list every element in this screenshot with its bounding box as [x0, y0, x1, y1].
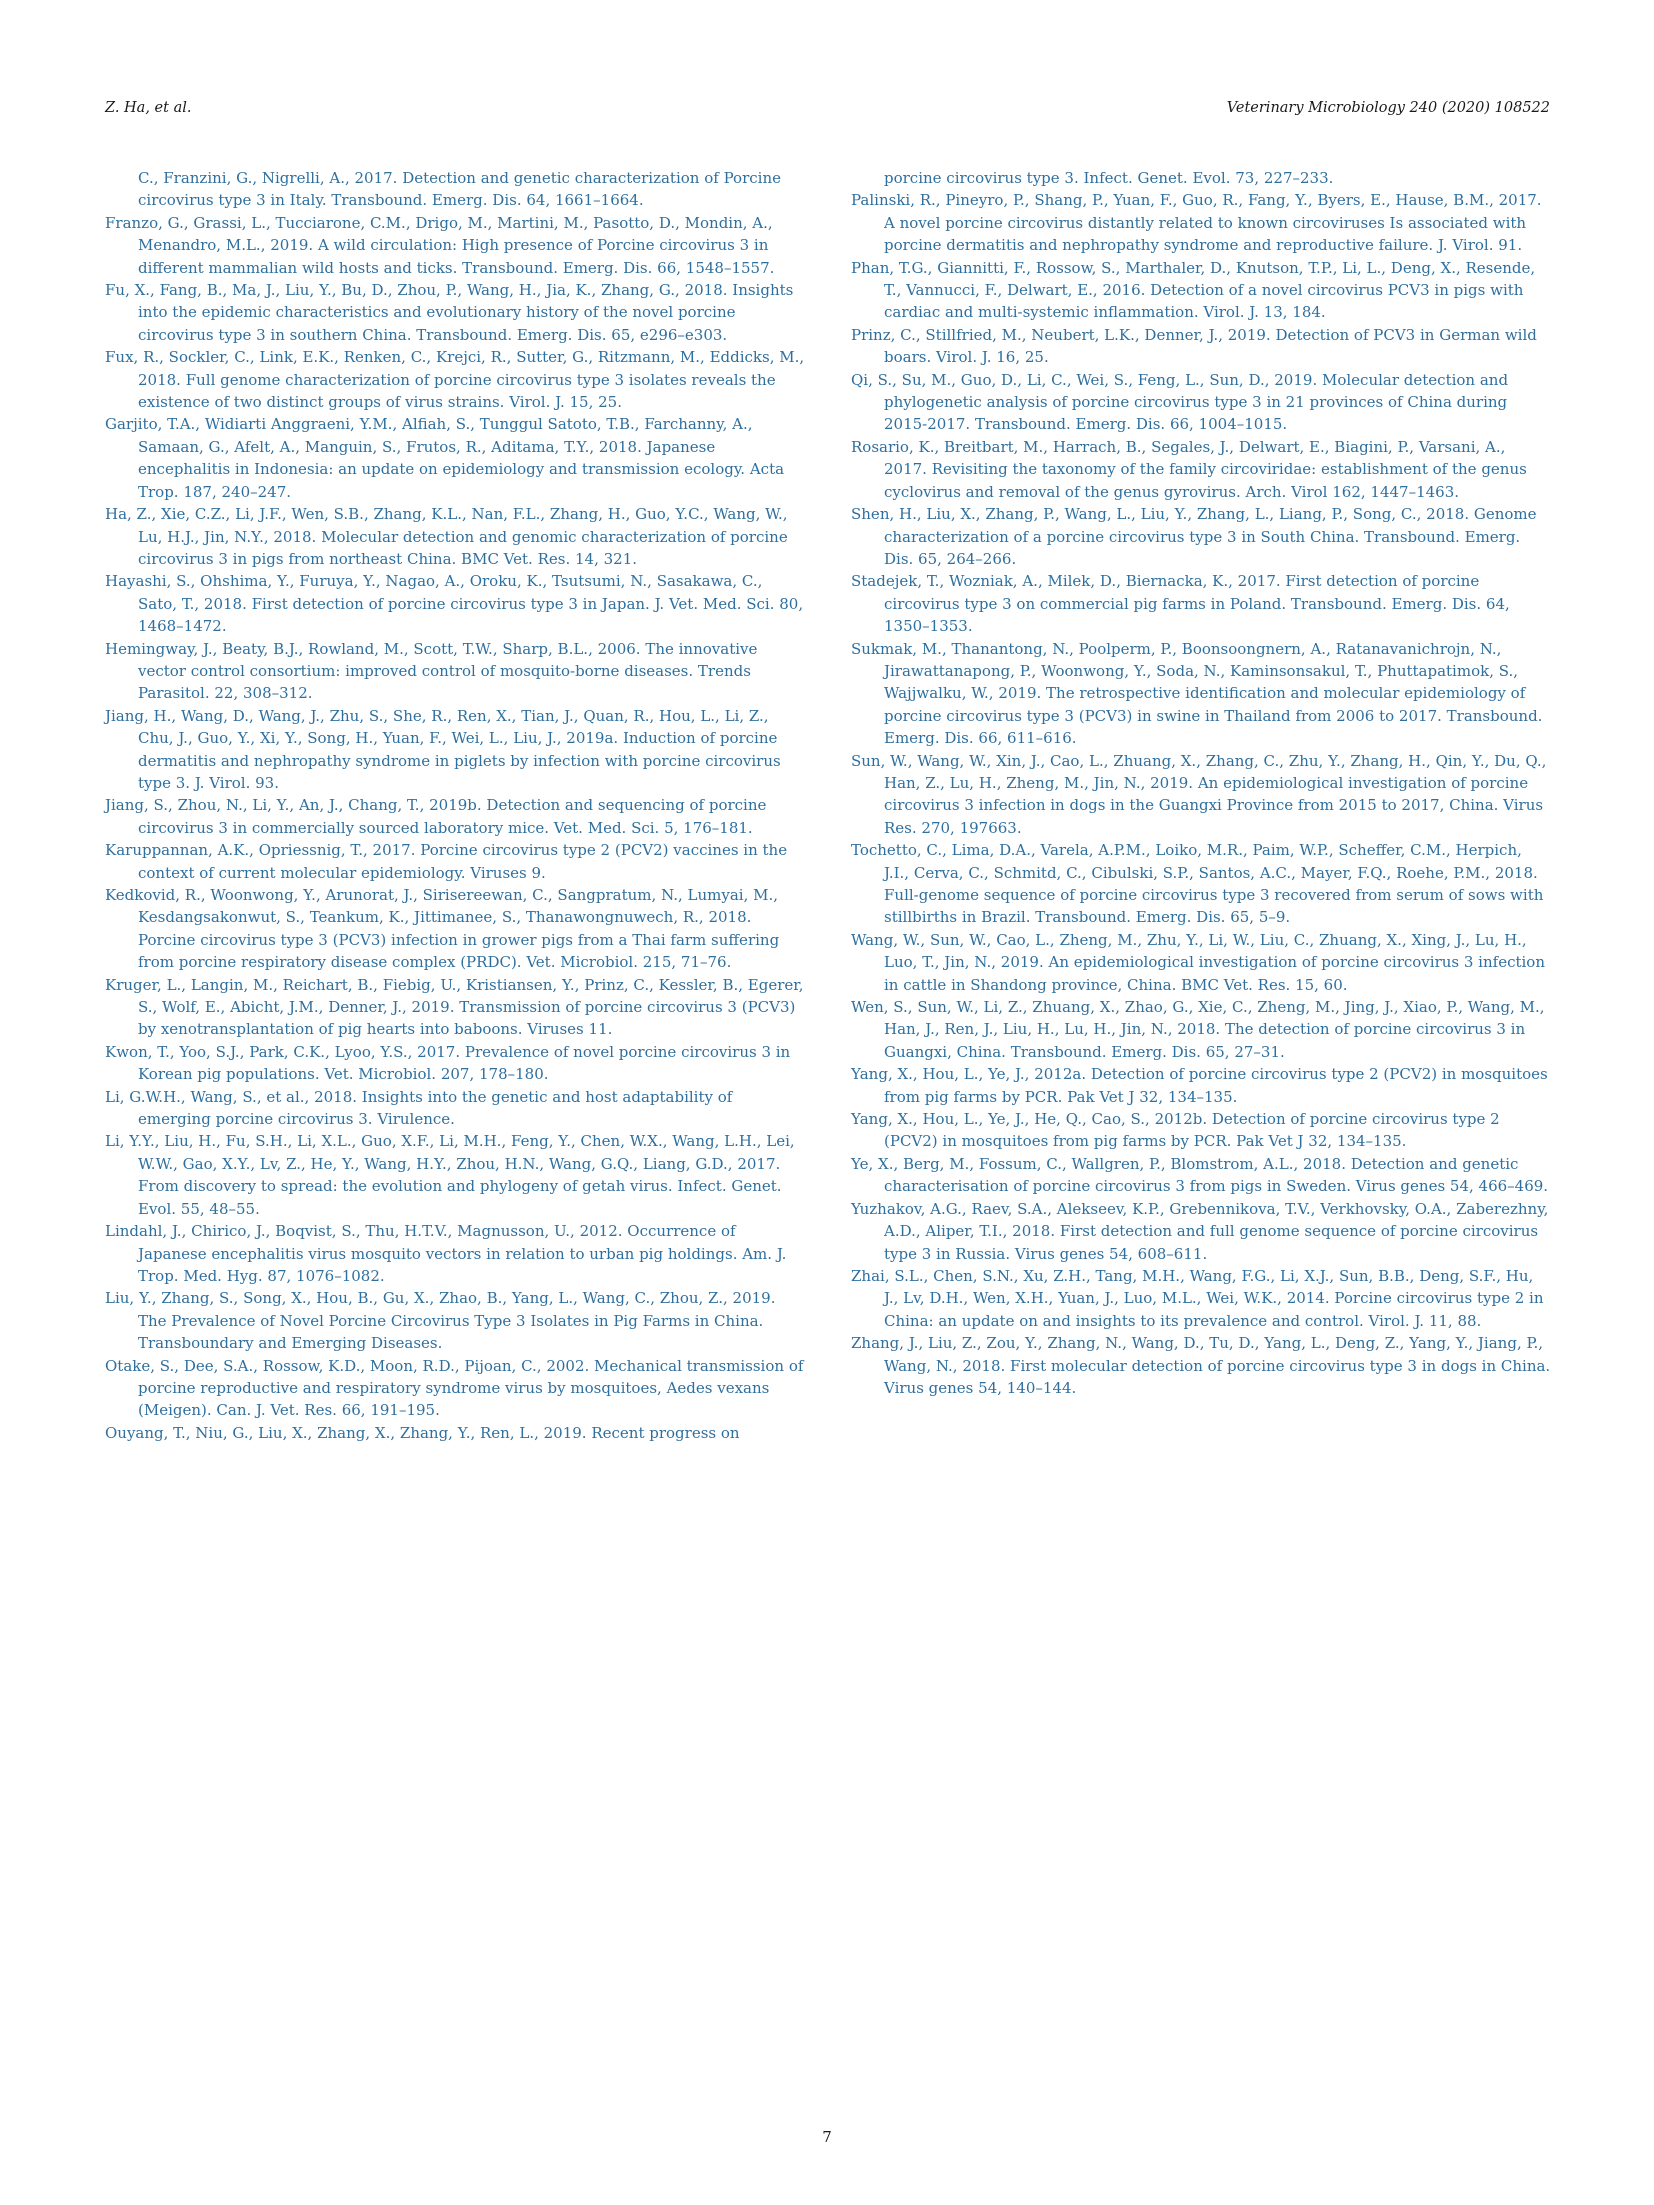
reference-entry[interactable]: Kedkovid, R., Woonwong, Y., Arunorat, J., Sirisereewan, C., Sangpratum, N., Lumyai, M., Kesdangsakonwut, S., Teankum, K., Jittimanee, S., Thanawongnuwech, R., 2018. Porcine circovirus type 3 (PCV3) infection in grower pigs from a Thai farm suffering from porcine respiratory disease complex (PRDC). Vet. Microbiol. 215, 71–76. — [105, 886, 780, 972]
page-number: 7 — [822, 2128, 832, 2146]
reference-entry[interactable]: Karuppannan, A.K., Opriessnig, T., 2017. Porcine circovirus type 2 (PCV2) vaccines in the context of current molecular epidemiology. Viruses 9. — [105, 841, 788, 882]
reference-entry[interactable]: porcine circovirus type 3. Infect. Genet. Evol. 73, 227–233. — [884, 169, 1334, 187]
reference-entry[interactable]: Kwon, T., Yoo, S.J., Park, C.K., Lyoo, Y.S., 2017. Prevalence of novel porcine circovirus 3 in Korean pig populations. Vet. Microbiol. 207, 178–180. — [105, 1042, 791, 1084]
reference-entry[interactable]: Lindahl, J., Chirico, J., Boqvist, S., Thu, H.T.V., Magnusson, U., 2012. Occurrence of Japanese encephalitis virus mosquito vectors in relation to urban pig holdings. Am. J. Trop. Med. Hyg. 87, 1076–1082. — [105, 1222, 787, 1285]
reference-entry[interactable]: Ye, X., Berg, M., Fossum, C., Wallgren, P., Blomstrom, A.L., 2018. Detection and genetic characterisation of porcine circovirus 3 from pigs in Sweden. Virus genes 54, 466–469. — [851, 1154, 1549, 1196]
reference-entry[interactable]: Jiang, S., Zhou, N., Li, Y., An, J., Chang, T., 2019b. Detection and sequencing of porcine circovirus 3 in commercially sourced laboratory mice. Vet. Med. Sci. 5, 176–181. — [105, 796, 767, 837]
reference-entry[interactable]: Franzo, G., Grassi, L., Tucciarone, C.M., Drigo, M., Martini, M., Pasotto, D., Mondin, A., Menandro, M.L., 2019. A wild circulation: High presence of Porcine circovirus 3 in different mammalian wild hosts and ticks. Transbound. Emerg. Dis. 66, 1548–1557. — [105, 213, 775, 277]
reference-entry[interactable]: Li, G.W.H., Wang, S., et al., 2018. Insights into the genetic and host adaptability of emerging porcine circovirus 3. Virulence. — [105, 1087, 733, 1129]
header-journal: Veterinary Microbiology 240 (2020) 108522 — [1226, 100, 1550, 116]
reference-entry[interactable]: Fux, R., Sockler, C., Link, E.K., Renken, C., Krejci, R., Sutter, G., Ritzmann, M., Eddicks, M., 2018. Full genome characterization of porcine circovirus type 3 isolates reveals the existence of two distinct groups of virus strains. Virol. J. 15, 25. — [105, 348, 805, 412]
reference-entry[interactable]: Kruger, L., Langin, M., Reichart, B., Fiebig, U., Kristiansen, Y., Prinz, C., Kessler, B., Egerer, S., Wolf, E., Abicht, J.M., Denner, J., 2019. Transmission of porcine circovirus 3 (PCV3) by xenotransplantation of pig hearts into baboons. Viruses 11. — [105, 975, 804, 1039]
reference-entry[interactable]: Rosario, K., Breitbart, M., Harrach, B., Segales, J., Delwart, E., Biagini, P., Varsani, A., 2017. Revisiting the taxonomy of the family circoviridae: establishment of the genus cyclovirus and removal of the genus gyrovirus. Arch. Virol 162, 1447–1463. — [851, 437, 1527, 501]
reference-entry[interactable]: Yang, X., Hou, L., Ye, J., He, Q., Cao, S., 2012b. Detection of porcine circovirus type 2 (PCV2) in mosquitoes from pig farms by PCR. Pak Vet J 32, 134–135. — [851, 1110, 1500, 1151]
reference-entry[interactable]: Stadejek, T., Wozniak, A., Milek, D., Biernacka, K., 2017. First detection of porcine circovirus type 3 on commercial pig farms in Poland. Transbound. Emerg. Dis. 64, 1350–1353. — [851, 572, 1510, 636]
reference-entry[interactable]: Sukmak, M., Thanantong, N., Poolperm, P., Boonsoongnern, A., Ratanavanichrojn, N., Jirawattanapong, P., Woonwong, Y., Soda, N., Kaminsonsakul, T., Phuttapatimok, S., Wajjwalku, W., 2019. The retrospective identification and molecular epidemiology of porcine circovirus type 3 (PCV3) in swine in Thailand from 2006 to 2017. Transbound. Emerg. Dis. 66, 611–616. — [851, 639, 1543, 748]
running-header — [105, 100, 1550, 124]
reference-entry[interactable]: Ha, Z., Xie, C.Z., Li, J.F., Wen, S.B., Zhang, K.L., Nan, F.L., Zhang, H., Guo, Y.C., Wang, W., Lu, H.J., Jin, N.Y., 2018. Molecular detection and genomic characterization of porcine circovirus 3 in pigs from northeast China. BMC Vet. Res. 14, 321. — [105, 505, 788, 568]
reference-entry[interactable]: C., Franzini, G., Nigrelli, A., 2017. Detection and genetic characterization of Porcine circovirus type 3 in Italy. Transbound. Emerg. Dis. 64, 1661–1664. — [138, 169, 781, 210]
reference-entry[interactable]: Garjito, T.A., Widiarti Anggraeni, Y.M., Alfiah, S., Tunggul Satoto, T.B., Farchanny, A., Samaan, G., Afelt, A., Manguin, S., Frutos, R., Aditama, T.Y., 2018. Japanese encephalitis in Indonesia: an update on epidemiology and transmission ecology. Acta Trop. 187, 240–247. — [105, 415, 785, 501]
reference-entry[interactable]: Yang, X., Hou, L., Ye, J., 2012a. Detection of porcine circovirus type 2 (PCV2) in mosquitoes from pig farms by PCR. Pak Vet J 32, 134–135. — [851, 1065, 1548, 1106]
reference-entry[interactable]: Liu, Y., Zhang, S., Song, X., Hou, B., Gu, X., Zhao, B., Yang, L., Wang, C., Zhou, Z., 2019. The Prevalence of Novel Porcine Circovirus Type 3 Isolates in Pig Farms in China. Transboundary and Emerging Diseases. — [105, 1289, 776, 1353]
reference-entry[interactable]: Zhang, J., Liu, Z., Zou, Y., Zhang, N., Wang, D., Tu, D., Yang, L., Deng, Z., Yang, Y., Jiang, P., Wang, N., 2018. First molecular detection of porcine circovirus type 3 in dogs in China. Virus genes 54, 140–144. — [851, 1334, 1551, 1397]
reference-entry[interactable]: Sun, W., Wang, W., Xin, J., Cao, L., Zhuang, X., Zhang, C., Zhu, Y., Zhang, H., Qin, Y., Du, Q., Han, Z., Lu, H., Zheng, M., Jin, N., 2019. An epidemiological investigation of porcine circovirus 3 infection in dogs in the Guangxi Province from 2015 to 2017, China. Virus Res. 270, 197663. — [851, 751, 1547, 837]
reference-entry[interactable]: Phan, T.G., Giannitti, F., Rossow, S., Marthaler, D., Knutson, T.P., Li, L., Deng, X., Resende, T., Vannucci, F., Delwart, E., 2016. Detection of a novel circovirus PCV3 in pigs with cardiac and multi-systemic inflammation. Virol. J. 13, 184. — [851, 258, 1536, 322]
reference-entry[interactable]: Li, Y.Y., Liu, H., Fu, S.H., Li, X.L., Guo, X.F., Li, M.H., Feng, Y., Chen, W.X., Wang, L.H., Lei, W.W., Gao, X.Y., Lv, Z., He, Y., Wang, H.Y., Zhou, H.N., Wang, G.Q., Liang, G.D., 2017. From discovery to spread: the evolution and phylogeny of getah virus. Infect. Genet. Evol. 55, 48–55. — [105, 1132, 795, 1218]
reference-entry[interactable]: Wang, W., Sun, W., Cao, L., Zheng, M., Zhu, Y., Li, W., Liu, C., Zhuang, X., Xing, J., Lu, H., Luo, T., Jin, N., 2019. An epidemiological investigation of porcine circovirus 3 infection in cattle in Shandong province, China. BMC Vet. Res. 15, 60. — [851, 930, 1545, 994]
references-right-column — [851, 167, 1551, 1399]
reference-entry[interactable]: Wen, S., Sun, W., Li, Z., Zhuang, X., Zhao, G., Xie, C., Zheng, M., Jing, J., Xiao, P., Wang, M., Han, J., Ren, J., Liu, H., Lu, H., Jin, N., 2018. The detection of porcine circovirus 3 in Guangxi, China. Transbound. Emerg. Dis. 65, 27–31. — [851, 998, 1545, 1061]
reference-entry[interactable]: Prinz, C., Stillfried, M., Neubert, L.K., Denner, J., 2019. Detection of PCV3 in German wild boars. Virol. J. 16, 25. — [851, 325, 1537, 367]
reference-entry[interactable]: Qi, S., Su, M., Guo, D., Li, C., Wei, S., Feng, L., Sun, D., 2019. Molecular detection and phylogenetic analysis of porcine circovirus type 3 in 21 provinces of China during 2015-2017. Transbound. Emerg. Dis. 66, 1004–1015. — [851, 370, 1509, 434]
reference-entry[interactable]: Otake, S., Dee, S.A., Rossow, K.D., Moon, R.D., Pijoan, C., 2002. Mechanical transmission of porcine reproductive and respiratory syndrome virus by mosquitoes, Aedes vexans (Meigen). Can. J. Vet. Res. 66, 191–195. — [105, 1356, 804, 1420]
reference-entry[interactable]: Hayashi, S., Ohshima, Y., Furuya, Y., Nagao, A., Oroku, K., Tsutsumi, N., Sasakawa, C., Sato, T., 2018. First detection of porcine circovirus type 3 in Japan. J. Vet. Med. Sci. 80, 1468–1472. — [105, 572, 804, 636]
reference-entry[interactable]: Jiang, H., Wang, D., Wang, J., Zhu, S., She, R., Ren, X., Tian, J., Quan, R., Hou, L., Li, Z., Chu, J., Guo, Y., Xi, Y., Song, H., Yuan, F., Wei, L., Liu, J., 2019a. Induction of porcine dermatitis and nephropathy syndrome in piglets by infection with porcine circovirus type 3. J. Virol. 93. — [105, 706, 781, 792]
reference-entry[interactable]: Ouyang, T., Niu, G., Liu, X., Zhang, X., Zhang, Y., Ren, L., 2019. Recent progress on — [105, 1423, 740, 1442]
reference-entry[interactable]: Yuzhakov, A.G., Raev, S.A., Alekseev, K.P., Grebennikova, T.V., Verkhovsky, O.A., Zaberezhny, A.D., Aliper, T.I., 2018. First detection and full genome sequence of porcine circovirus type 3 in Russia. Virus genes 54, 608–611. — [851, 1199, 1549, 1263]
reference-entry[interactable]: Zhai, S.L., Chen, S.N., Xu, Z.H., Tang, M.H., Wang, F.G., Li, X.J., Sun, B.B., Deng, S.F., Hu, J., Lv, D.H., Wen, X.H., Yuan, J., Luo, M.L., Wei, W.K., 2014. Porcine circovirus type 2 in China: an update on and insights to its prevalence and control. Virol. J. 11, 88. — [851, 1266, 1544, 1330]
header-authors: Z. Ha, et al. — [105, 100, 192, 116]
references-left-column — [105, 167, 805, 1444]
reference-entry[interactable]: Hemingway, J., Beaty, B.J., Rowland, M., Scott, T.W., Sharp, B.L., 2006. The innovative vector control consortium: improved control of mosquito-borne diseases. Trends Parasitol. 22, 308–312. — [105, 639, 758, 703]
reference-entry[interactable]: Shen, H., Liu, X., Zhang, P., Wang, L., Liu, Y., Zhang, L., Liang, P., Song, C., 2018. Genome characterization of a porcine circovirus type 3 in South China. Transbound. Emerg. Dis. 65, 264–266. — [851, 505, 1537, 568]
reference-entry[interactable]: Palinski, R., Pineyro, P., Shang, P., Yuan, F., Guo, R., Fang, Y., Byers, E., Hause, B.M., 2017. A novel porcine circovirus distantly related to known circoviruses Is associated with porcine dermatitis and nephropathy syndrome and reproductive failure. J. Virol. 91. — [851, 191, 1542, 255]
reference-entry[interactable]: Fu, X., Fang, B., Ma, J., Liu, Y., Bu, D., Zhou, P., Wang, H., Jia, K., Zhang, G., 2018. Insights into the epidemic characteristics and evolutionary history of the novel porcine circovirus type 3 in southern China. Transbound. Emerg. Dis. 65, e296–e303. — [105, 281, 794, 344]
reference-entry[interactable]: Tochetto, C., Lima, D.A., Varela, A.P.M., Loiko, M.R., Paim, W.P., Scheffer, C.M., Herpich, J.I., Cerva, C., Schmitd, C., Cibulski, S.P., Santos, A.C., Mayer, F.Q., Roehe, P.M., 2018. Full-genome sequence of porcine circovirus type 3 recovered from serum of sows with stillbirths in Brazil. Transbound. Emerg. Dis. 65, 5–9. — [851, 841, 1544, 927]
